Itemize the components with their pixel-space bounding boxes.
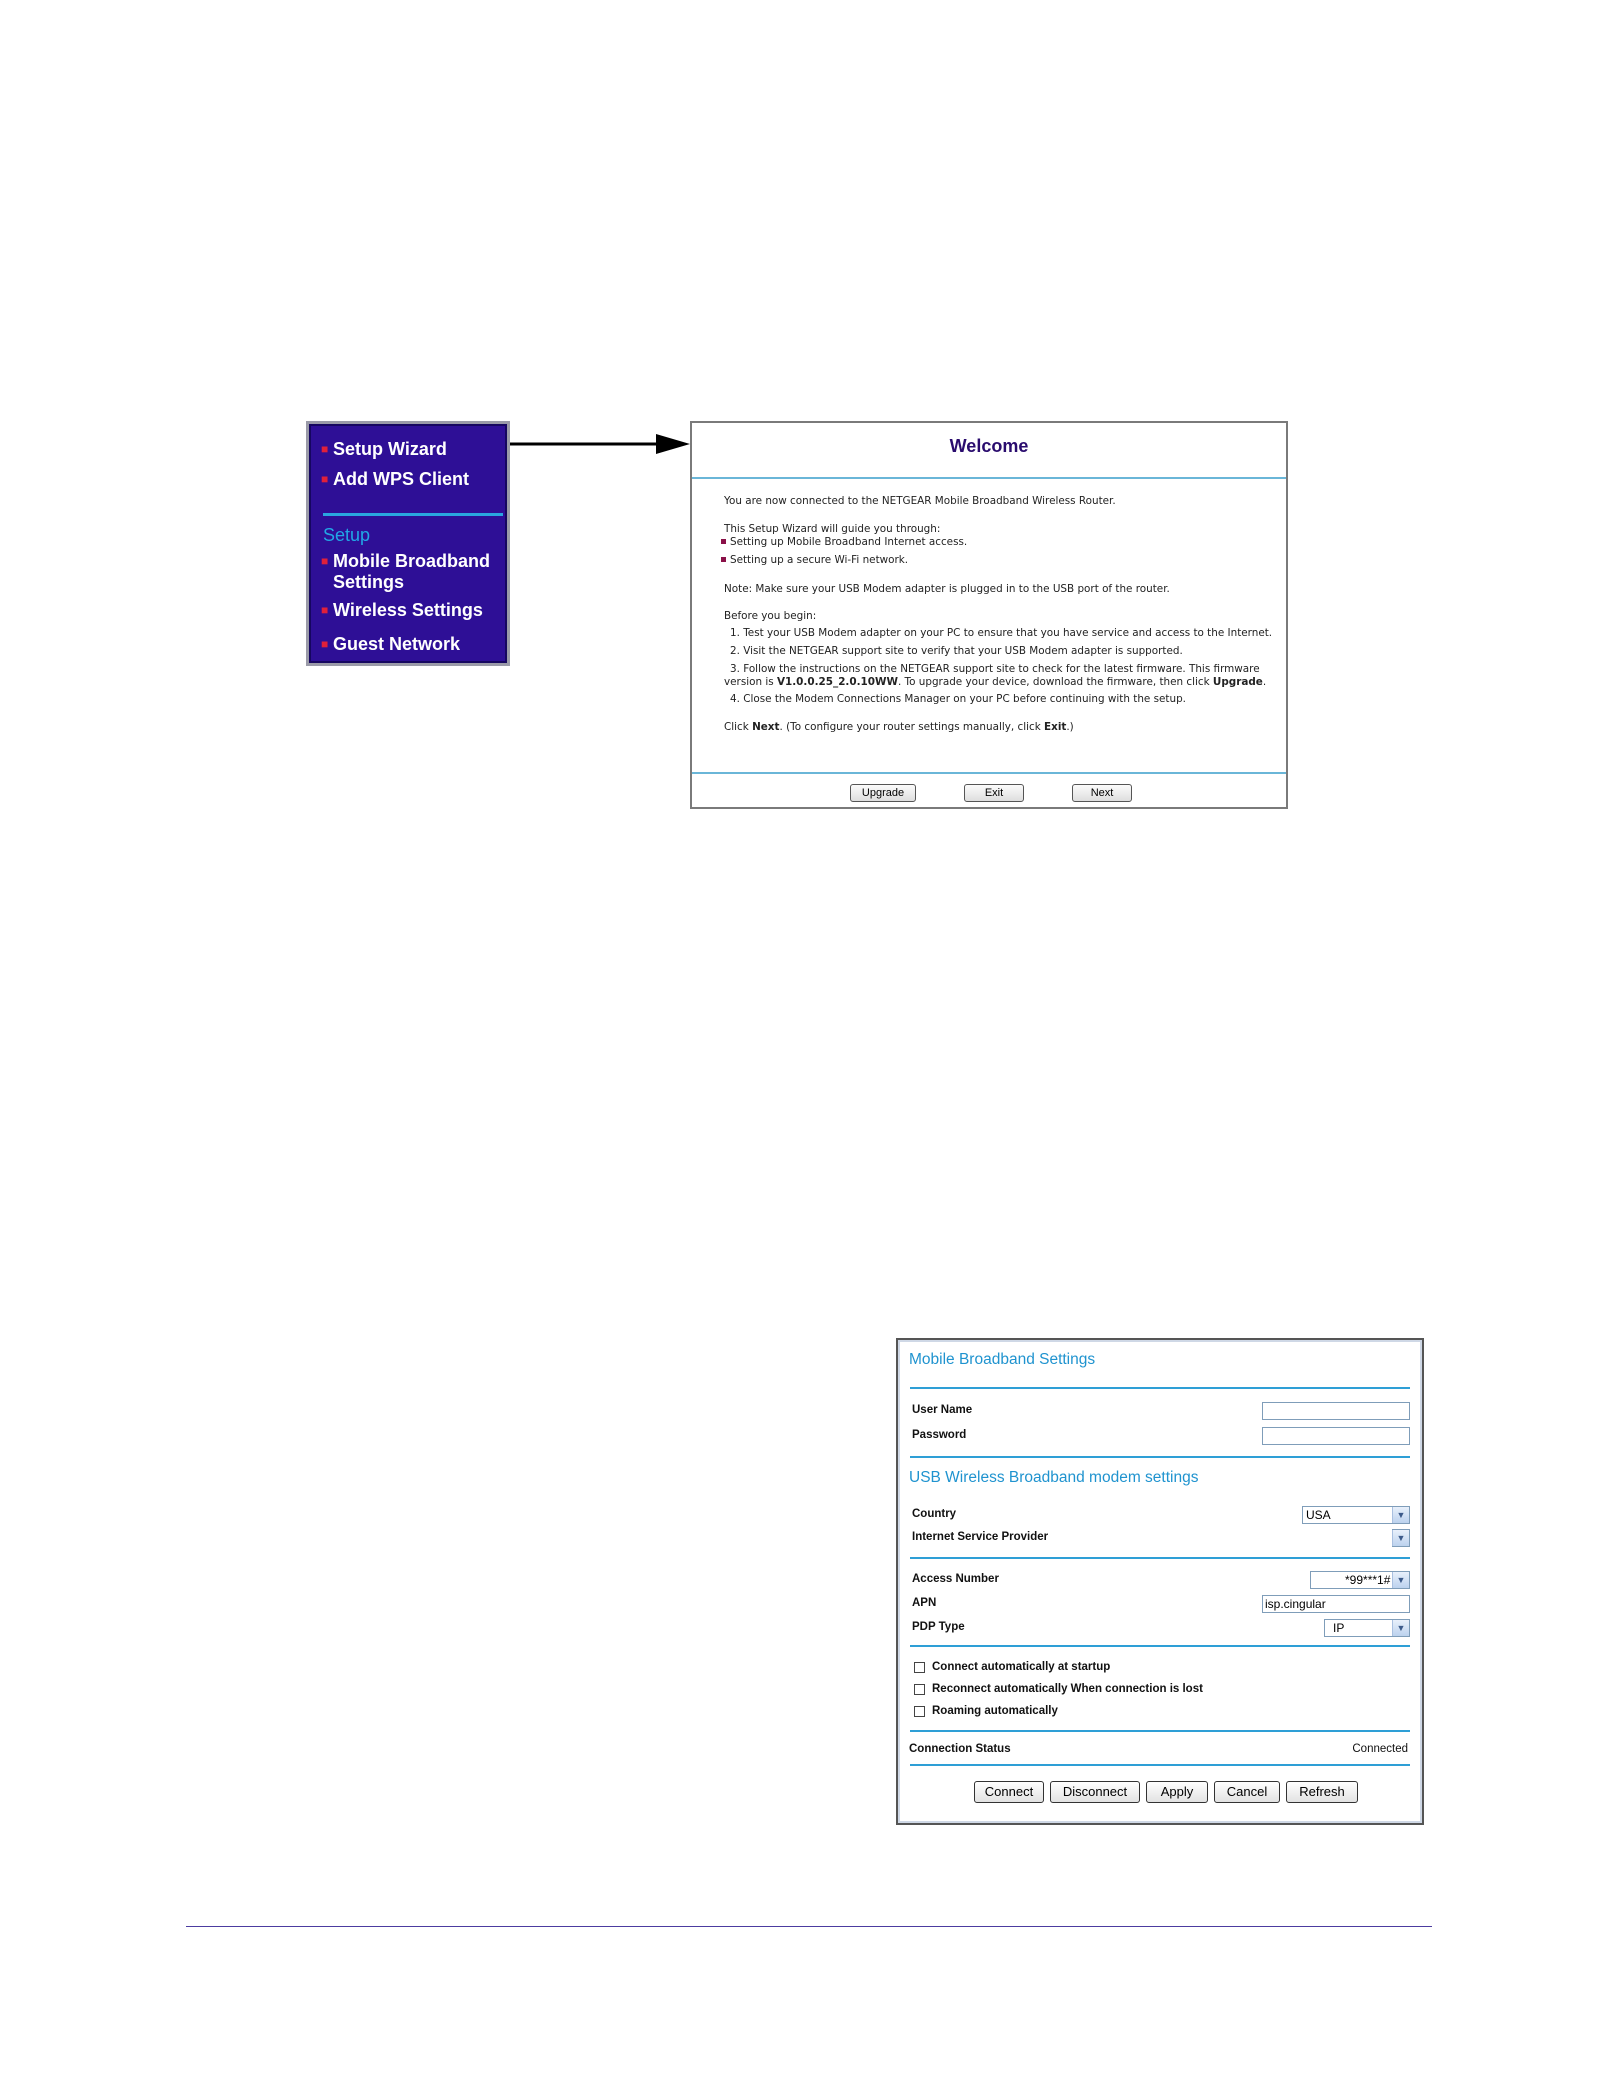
welcome-step-1: 1. Test your USB Modem adapter on your PC to ensure that you have service and access to the Internet. xyxy=(730,627,1273,639)
connect-at-startup-checkbox[interactable] xyxy=(914,1661,1110,1673)
welcome-step-2: 2. Visit the NETGEAR support site to verify that your USB Modem adapter is supported. xyxy=(730,645,1183,657)
apply-button[interactable]: Apply xyxy=(1146,1781,1208,1803)
country-select[interactable] xyxy=(1302,1506,1410,1524)
arrow-right-icon xyxy=(510,432,692,456)
section-divider xyxy=(910,1557,1410,1559)
refresh-button[interactable]: Refresh xyxy=(1286,1781,1358,1803)
nav-section-setup: Setup xyxy=(323,525,371,545)
exit-button[interactable]: Exit xyxy=(964,784,1024,802)
isp-label: Internet Service Provider xyxy=(912,1531,1049,1543)
connect-button[interactable]: Connect xyxy=(974,1781,1044,1803)
nav-item-label: Guest Network xyxy=(333,634,461,654)
roaming-automatically-checkbox[interactable] xyxy=(914,1705,1058,1717)
bullet-icon: ■ xyxy=(321,637,329,651)
cancel-button[interactable]: Cancel xyxy=(1214,1781,1280,1803)
welcome-before-heading: Before you begin: xyxy=(724,610,817,622)
nav-item-mobile-broadband-settings[interactable] xyxy=(321,551,490,593)
user-name-input[interactable] xyxy=(1262,1402,1410,1420)
section-divider xyxy=(910,1764,1410,1766)
welcome-panel xyxy=(690,421,1288,809)
bullet-icon xyxy=(721,539,726,544)
upgrade-button[interactable]: Upgrade xyxy=(850,784,916,802)
section-divider xyxy=(910,1387,1410,1389)
user-name-label: User Name xyxy=(912,1404,973,1416)
welcome-top-divider xyxy=(692,477,1286,479)
nav-item-label: Mobile Broadband Settings xyxy=(333,551,490,592)
section-divider xyxy=(910,1645,1410,1647)
welcome-bottom-divider xyxy=(692,772,1286,774)
pdp-type-label: PDP Type xyxy=(912,1621,965,1633)
footer-divider xyxy=(186,1926,1432,1927)
password-label: Password xyxy=(912,1429,967,1441)
bullet-icon: ■ xyxy=(321,472,329,486)
country-value: USA xyxy=(1306,1508,1331,1522)
chevron-down-icon: ▼ xyxy=(1392,1507,1409,1523)
checkbox-label: Reconnect automatically When connection is lost xyxy=(932,1683,1203,1695)
welcome-title: Welcome xyxy=(949,436,1029,456)
next-button[interactable]: Next xyxy=(1072,784,1132,802)
nav-item-label: Wireless Settings xyxy=(333,600,483,620)
welcome-guide-item: Setting up Mobile Broadband Internet access. xyxy=(721,536,1276,549)
disconnect-button[interactable]: Disconnect xyxy=(1050,1781,1140,1803)
bullet-icon: ■ xyxy=(321,442,329,456)
country-label: Country xyxy=(912,1508,957,1520)
welcome-note: Note: Make sure your USB Modem adapter is plugged in to the USB port of the router. xyxy=(724,583,1170,595)
nav-item-wireless-settings[interactable] xyxy=(321,600,483,621)
chevron-down-icon: ▼ xyxy=(1392,1572,1409,1588)
checkbox-label: Roaming automatically xyxy=(932,1705,1058,1717)
welcome-guide-item: Setting up a secure Wi-Fi network. xyxy=(721,554,1276,567)
usb-modem-settings-heading: USB Wireless Broadband modem settings xyxy=(909,1469,1199,1486)
apn-input[interactable] xyxy=(1262,1595,1410,1613)
nav-item-add-wps-client[interactable] xyxy=(321,469,469,490)
nav-item-label: Add WPS Client xyxy=(333,469,469,489)
nav-separator xyxy=(323,513,503,516)
password-input[interactable] xyxy=(1262,1427,1410,1445)
checkbox-icon xyxy=(914,1684,925,1695)
welcome-step-3: 3. Follow the instructions on the NETGEAR support site to check for the latest firmware. This firmware version is V1.0.0.25_2.0.10WW. To upgrade your device, download the firmware, then click Upgrade. xyxy=(724,663,1267,688)
access-number-value: *99***1# xyxy=(1345,1573,1391,1587)
chevron-down-icon: ▼ xyxy=(1392,1530,1409,1546)
nav-item-label: Setup Wizard xyxy=(333,439,447,459)
chevron-down-icon: ▼ xyxy=(1392,1620,1409,1636)
mobile-broadband-settings-panel xyxy=(896,1338,1424,1825)
section-divider xyxy=(910,1730,1410,1732)
checkbox-icon xyxy=(914,1706,925,1717)
checkbox-label: Connect automatically at startup xyxy=(932,1661,1111,1673)
bullet-icon: ■ xyxy=(321,603,329,617)
setup-nav-menu xyxy=(306,421,510,666)
access-number-label: Access Number xyxy=(912,1573,999,1585)
welcome-intro: You are now connected to the NETGEAR Mobile Broadband Wireless Router. xyxy=(724,495,1116,507)
apn-label: APN xyxy=(912,1597,937,1609)
connection-status-label: Connection Status xyxy=(909,1743,1011,1755)
welcome-body xyxy=(724,495,1276,734)
reconnect-automatically-checkbox[interactable] xyxy=(914,1683,1203,1695)
connection-status-value: Connected xyxy=(1352,1743,1408,1755)
welcome-step-4: 4. Close the Modem Connections Manager on your PC before continuing with the setup. xyxy=(730,693,1186,705)
welcome-click-instructions: Click Next. (To configure your router settings manually, click Exit.) xyxy=(724,721,1074,733)
mobile-broadband-title: Mobile Broadband Settings xyxy=(909,1351,1096,1368)
bullet-icon xyxy=(721,557,726,562)
nav-item-setup-wizard[interactable] xyxy=(321,439,447,460)
isp-select[interactable] xyxy=(1392,1529,1410,1547)
checkbox-icon xyxy=(914,1662,925,1673)
welcome-guide-heading: This Setup Wizard will guide you through: xyxy=(724,523,941,535)
pdp-type-value: IP xyxy=(1333,1621,1345,1635)
bullet-icon: ■ xyxy=(321,554,329,568)
section-divider xyxy=(910,1456,1410,1458)
pdp-type-select[interactable] xyxy=(1324,1619,1410,1637)
nav-item-guest-network[interactable] xyxy=(321,634,460,655)
access-number-select[interactable] xyxy=(1310,1571,1410,1589)
